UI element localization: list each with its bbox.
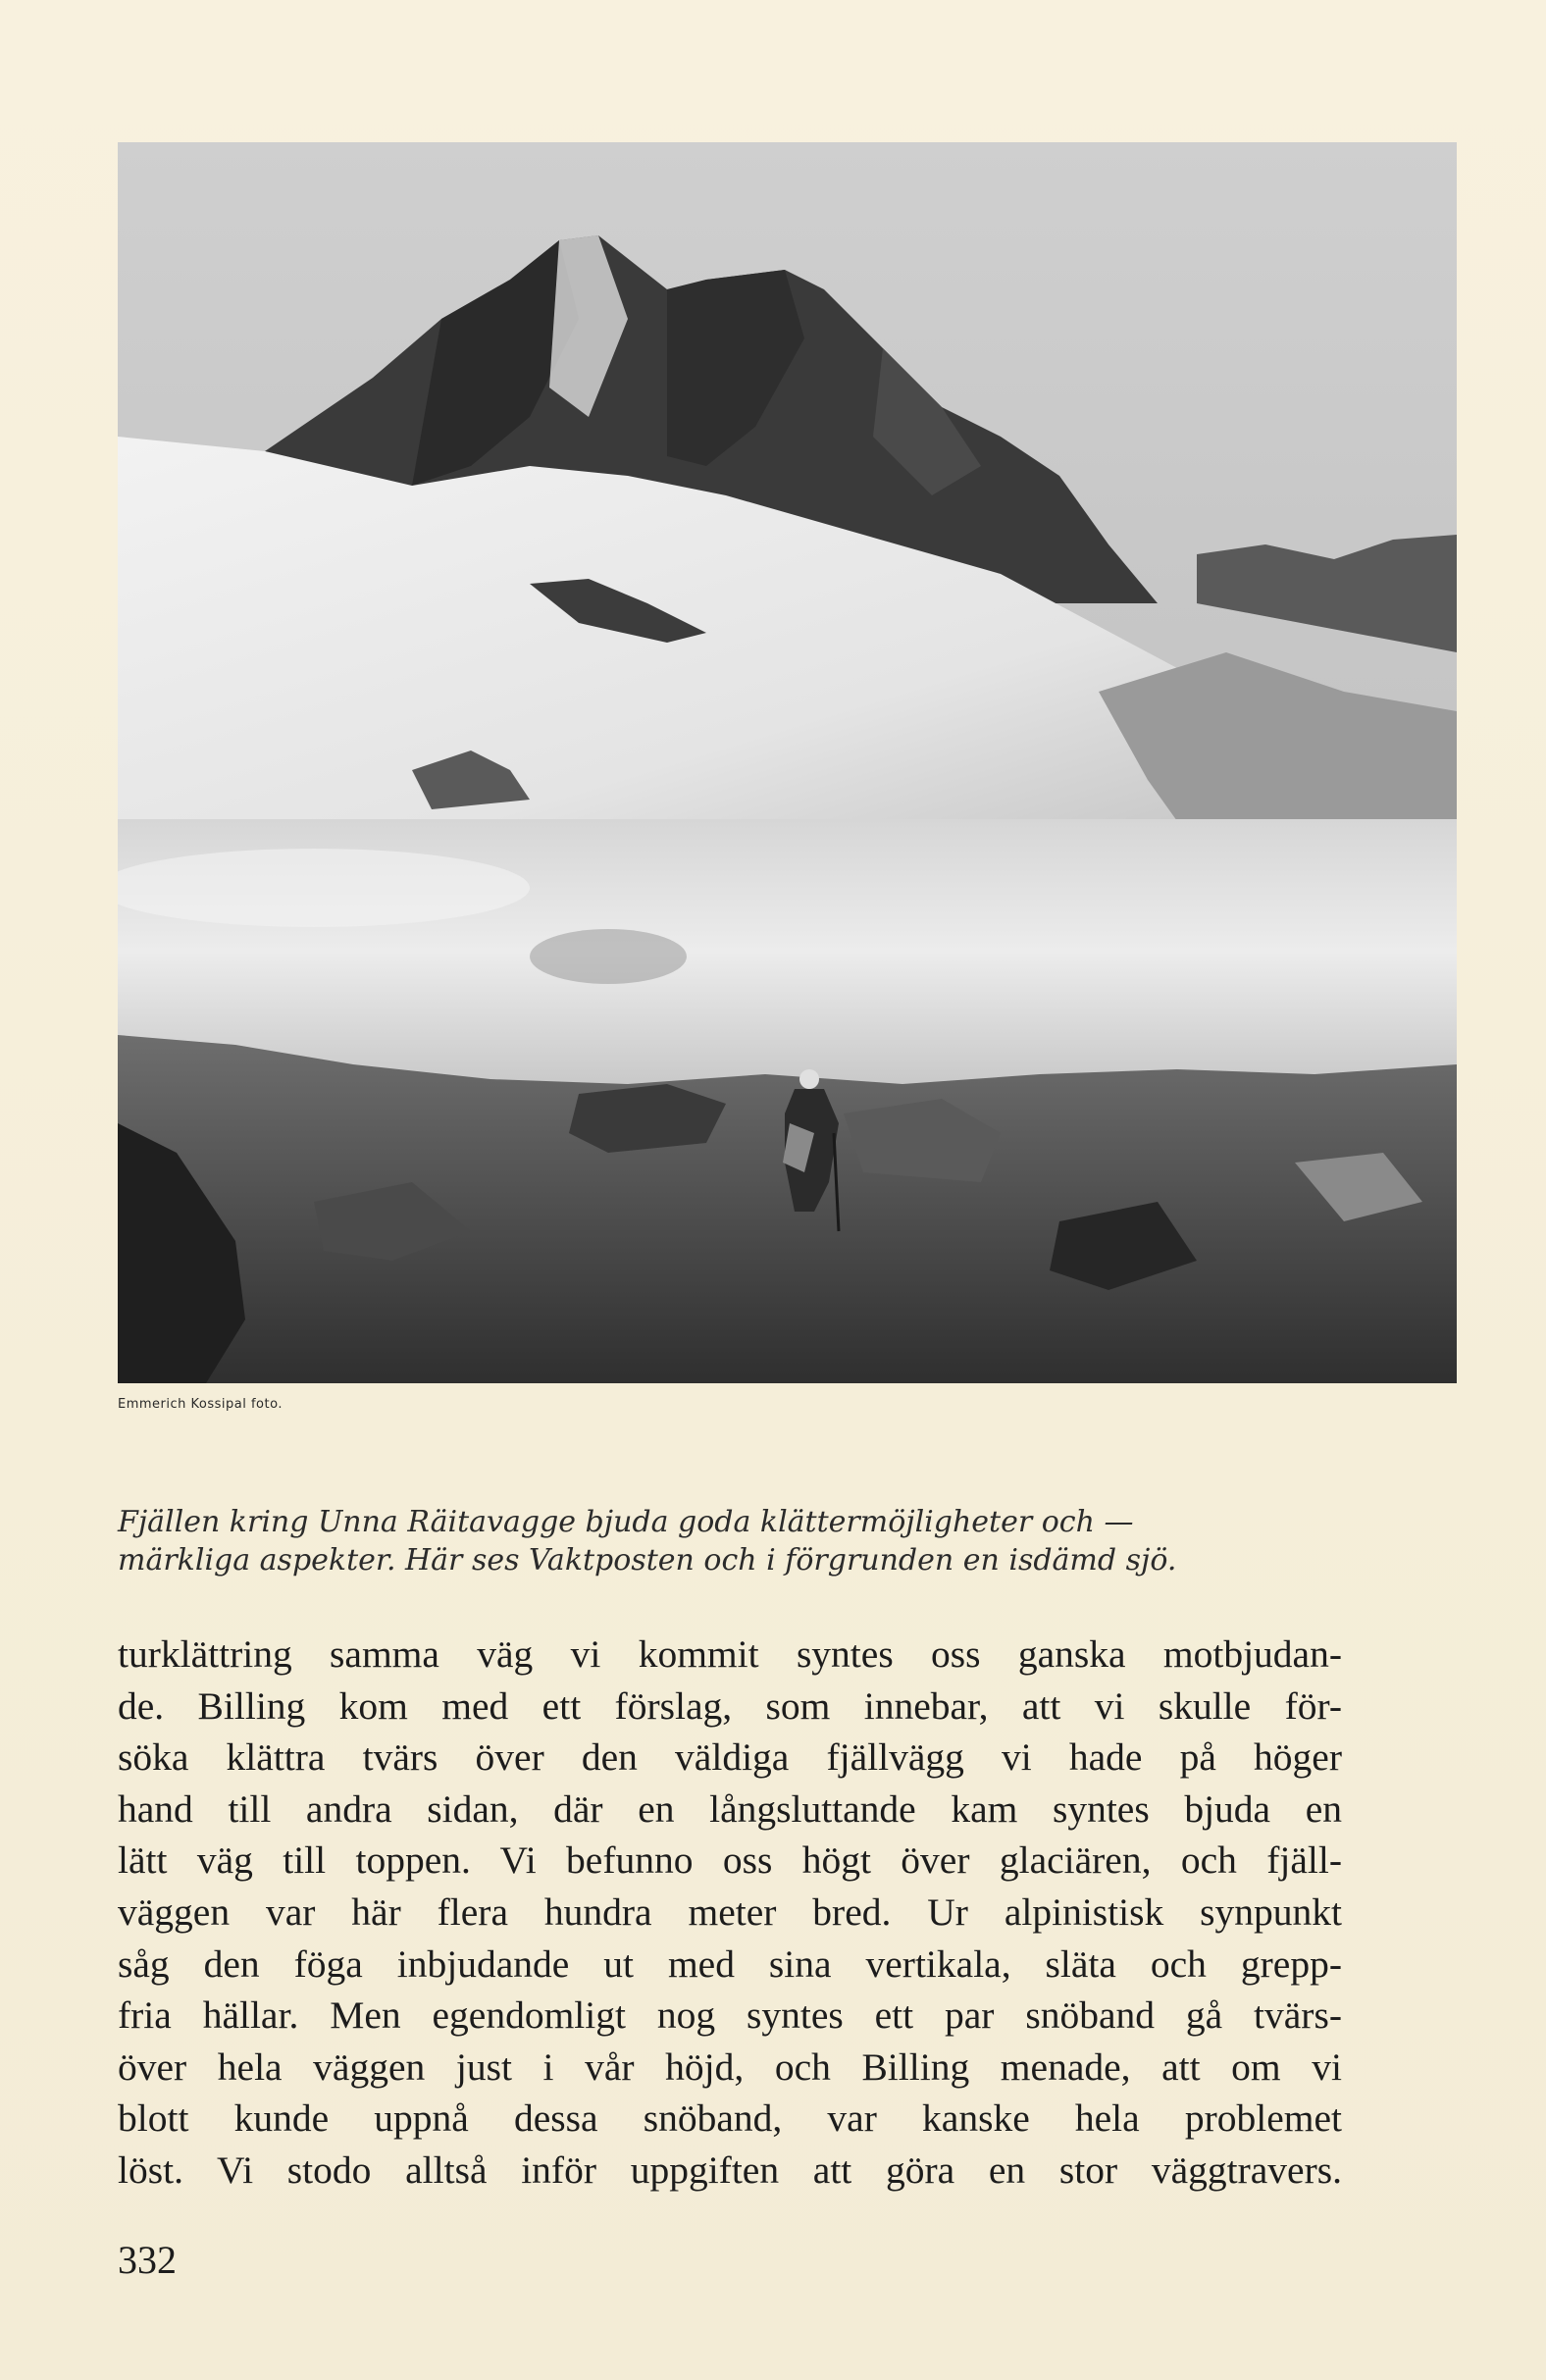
body-paragraph bbox=[118, 1629, 1342, 2197]
text-line: turklättring samma väg vi kommit syntes oss ganska motbjudan- bbox=[118, 1632, 1342, 1676]
mountain-photograph bbox=[118, 142, 1457, 1383]
text-line: fria hällar. Men egendomligt nog syntes ett par snöband gå tvärs- bbox=[118, 1993, 1342, 2038]
text-line: väggen var här flera hundra meter bred. Ur alpinistisk synpunkt bbox=[118, 1889, 1342, 1934]
text-line: söka klättra tvärs över den väldiga fjällvägg vi hade på höger bbox=[118, 1735, 1342, 1780]
caption-line: Fjällen kring Unna Räitavagge bjuda goda klättermöjligheter och — bbox=[118, 1505, 1134, 1539]
text-line: blott kunde uppnå dessa snöband, var kanske hela problemet bbox=[118, 2096, 1342, 2141]
photo-credit: Emmerich Kossipal foto. bbox=[118, 1397, 283, 1412]
caption-line: märkliga aspekter. Här ses Vaktposten och i förgrunden en isdämd sjö. bbox=[118, 1543, 1177, 1578]
text-line: lätt väg till toppen. Vi befunno oss högt över glaciären, och fjäll- bbox=[118, 1838, 1342, 1883]
text-line: hand till andra sidan, där en långsluttande kam syntes bjuda en bbox=[118, 1786, 1342, 1831]
photo-caption bbox=[118, 1503, 1197, 1579]
text-line: de. Billing kom med ett förslag, som innebar, att vi skulle för- bbox=[118, 1683, 1342, 1728]
text-line: löst. Vi stodo alltså inför uppgiften att göra en stor väggtravers. bbox=[118, 2147, 1342, 2192]
text-line: såg den föga inbjudande ut med sina vertikala, släta och grepp- bbox=[118, 1941, 1342, 1986]
text-line: över hela väggen just i vår höjd, och Billing menade, att om vi bbox=[118, 2044, 1342, 2089]
page-number: 332 bbox=[118, 2238, 177, 2282]
